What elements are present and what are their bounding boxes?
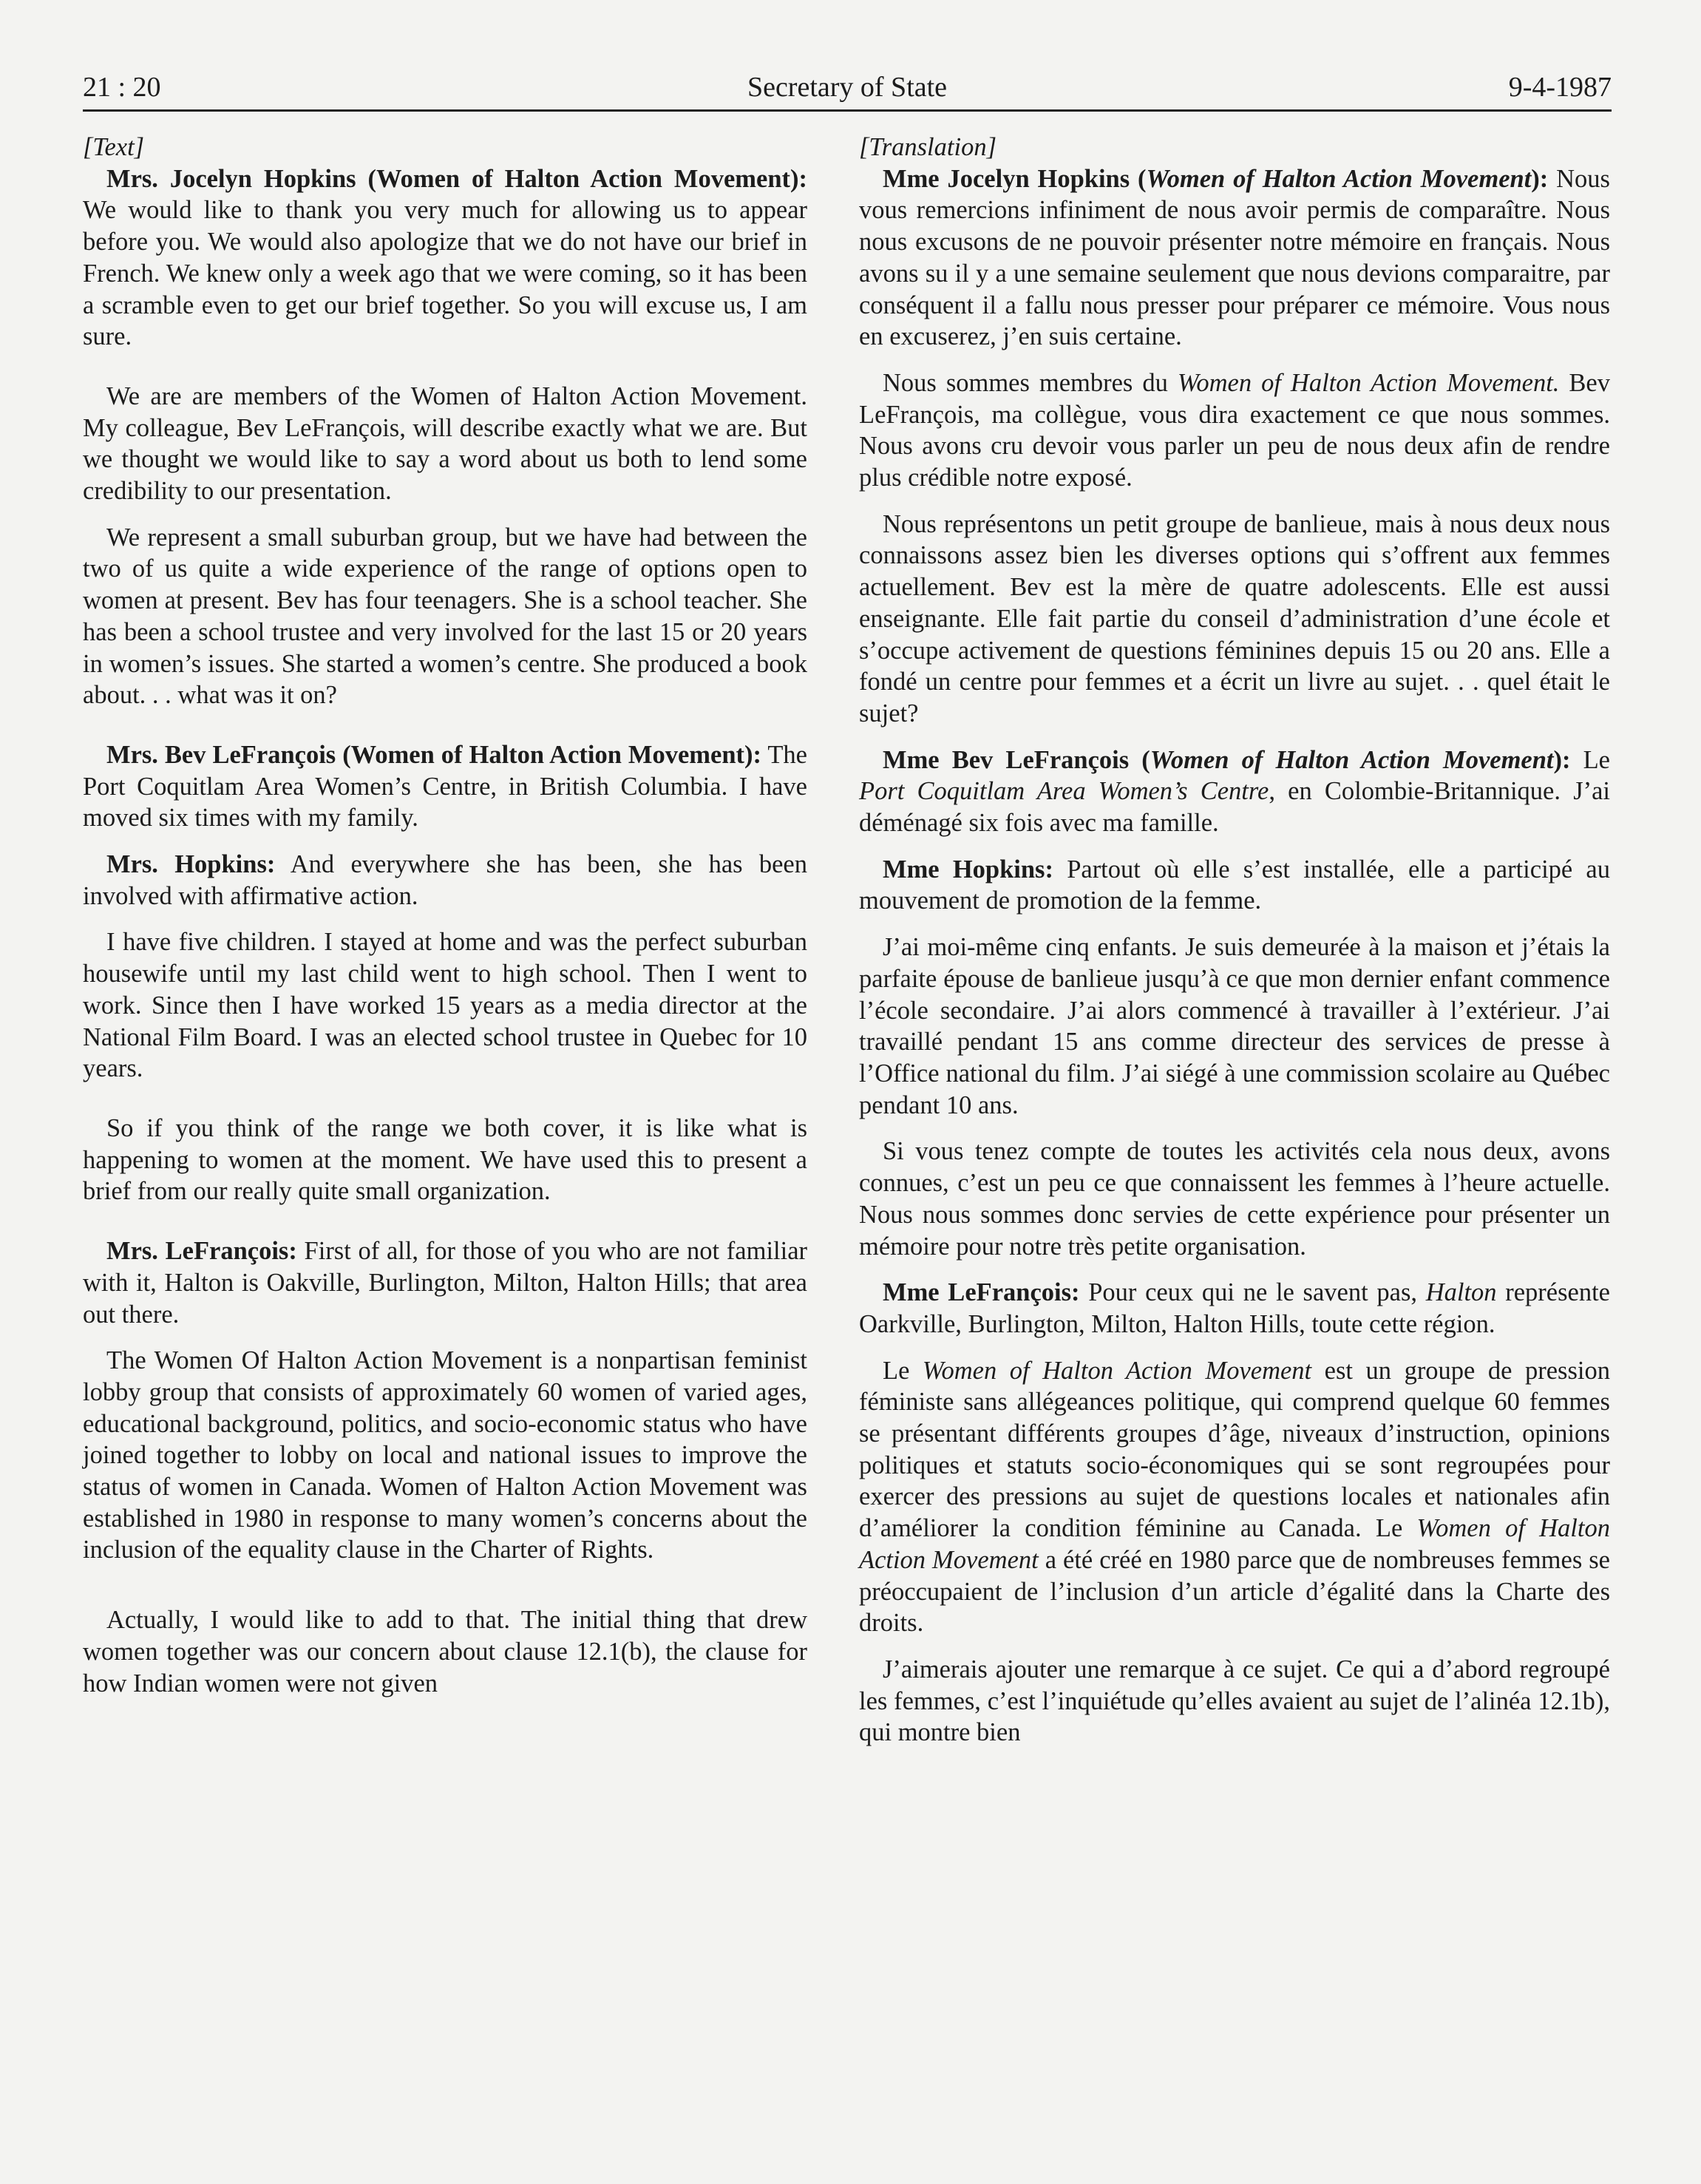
paragraph-text: J’aimerais ajouter une remarque à ce sujet. Ce qui a d’abord regroupé les femmes, c’est l’inquiétude qu’elles avaient au sujet de l’alinéa 12.1b), qui montre bien: [859, 1655, 1610, 1747]
french-column: [859, 132, 1610, 1763]
paragraph: [83, 926, 807, 1085]
paragraph: [859, 745, 1610, 839]
speaker-name: Mrs. LeFrançois:: [106, 1237, 297, 1266]
translation-tag: [Translation]: [859, 133, 997, 161]
paragraph: [83, 849, 807, 912]
paragraph: [859, 1136, 1610, 1262]
paragraph-text: a été créé en 1980 parce que de nombreuses femmes se préoccupaient de l’inclusion d’un article d’égalité dans la Charte des droits.: [859, 1545, 1610, 1638]
paragraph-text: We are are members of the Women of Halton Action Movement. My colleague, Bev LeFrançois, will describe exactly what we are. But we thought we would like to say a word about us both to lend some credibility to our presentation.: [83, 381, 807, 506]
paragraph-text: Partout où elle s’est installée, elle a participé au mouvement de promotion de la femme.: [859, 855, 1610, 915]
paragraph: [859, 509, 1610, 730]
speaker-name: [883, 165, 1548, 193]
header-date: 9-4-1987: [1508, 72, 1612, 103]
speaker-org: Women of Halton Action Movement: [1146, 164, 1532, 193]
paragraph-text: Bev LeFrançois, ma collègue, vous dira exactement ce que nous sommes. Nous avons cru devoir vous parler un peu de nous deux afin de rendre plus crédible notre exposé.: [859, 368, 1610, 492]
header-title: Secretary of State: [747, 72, 948, 103]
paragraph-text: Le: [883, 1356, 923, 1385]
speaker-name-end: ):: [1531, 164, 1549, 193]
italic-text: Halton: [1425, 1278, 1497, 1307]
italic-text: Women of Halton Action Movement: [859, 1514, 1610, 1574]
speaker-name: Mrs. Jocelyn Hopkins (Women of Halton Action Movement):: [106, 164, 807, 193]
paragraph: [859, 932, 1610, 1121]
paragraph: [83, 522, 807, 711]
paragraph-text: Nous représentons un petit groupe de banlieue, mais à nous deux nous connaissons assez bien les diverses options qui s’offrent aux femmes actuellement. Bev est la mère de quatre adolescents. Elle est aussi enseignante. Elle fait partie du conseil d’administration d’une école et s’occupe activement de questions féminines depuis 15 ou 20 ans. Elle a fondé un centre pour femmes et a écrit un livre au sujet. . . quel était le sujet?: [859, 509, 1610, 728]
speaker-name: Mme Hopkins:: [883, 855, 1053, 884]
paragraph: [83, 381, 807, 507]
paragraph: [859, 163, 1610, 353]
header-rule: [83, 109, 1612, 112]
speaker-name-end: ):: [1553, 745, 1571, 774]
speaker-name-part: Mme Jocelyn Hopkins (: [883, 164, 1147, 193]
paragraph: [859, 1277, 1610, 1340]
paragraph-text: So if you think of the range we both cover, it is like what is happening to women at the moment. We have used this to present a brief from our really quite small organization.: [83, 1113, 807, 1206]
paragraph: [83, 739, 807, 834]
text-tag: [Text]: [83, 133, 145, 161]
paragraph-text: First of all, for those of you who are not familiar with it, Halton is Oakville, Burlington, Milton, Halton Hills; that area out there.: [83, 1237, 808, 1329]
paragraph-text: Si vous tenez compte de toutes les activités cela nous deux, avons connues, c’est un peu ce que connaissent les femmes à l’heure actuelle. Nous nous sommes donc servies de cette expérience pour présenter un mémoire pour notre très petite organisation.: [859, 1137, 1610, 1261]
paragraph-text: Le: [1570, 745, 1610, 774]
speaker-name: Mme LeFrançois:: [883, 1278, 1080, 1307]
paragraph: [83, 1113, 807, 1207]
paragraph: [83, 1235, 807, 1330]
speaker-name: Mrs. Hopkins:: [106, 850, 276, 879]
paragraph: [859, 1355, 1610, 1639]
english-column: [83, 132, 807, 1714]
paragraph-text: Actually, I would like to add to that. The initial thing that drew women together was our concern about clause 12.1(b), the clause for how Indian women were not given: [83, 1606, 807, 1698]
paragraph-text: Nous vous remercions infiniment de nous avoir permis de comparaître. Nous nous excusons de ne pouvoir présenter notre mémoire en français. Nous avons su il y a une semaine seulement que nous devions comparaitre, par conséquent il a fallu nous presser pour préparer ce mémoire. Vous nous en excuserez, j’en suis certaine.: [859, 164, 1610, 351]
italic-text: Women of Halton Action Movement.: [1177, 368, 1560, 397]
paragraph-text: Nous sommes membres du: [883, 368, 1178, 397]
paragraph-text: The Women Of Halton Action Movement is a nonpartisan feminist lobby group that consists of approximately 60 women of varied ages, educational background, politics, and socio-economic status who have joined together to lobby on local and national issues to improve the status of women in Canada. Women of Halton Action Movement was established in 1980 in response to many women’s concerns about the inclusion of the equality clause in the Charter of Rights.: [83, 1346, 807, 1564]
page-number: 21 : 20: [83, 72, 161, 103]
paragraph: [83, 1345, 807, 1566]
paragraph: [859, 854, 1610, 917]
paragraph-text: We would like to thank you very much for allowing us to appear before you. We would also apologize that we do not have our brief in French. We knew only a week ago that we were coming, so it has been a scramble even to get our brief together. So you will excuse us, I am sure.: [83, 196, 807, 351]
speaker-org: Women of Halton Action Movement: [1150, 745, 1554, 774]
paragraph-text: I have five children. I stayed at home and was the perfect suburban housewife until my last child went to high school. Then I went to work. Since then I have worked 15 years as a media director at the National Film Board. I was an elected school trustee in Quebec for 10 years.: [83, 928, 807, 1083]
italic-text: Port Coquitlam Area Women’s Centre: [859, 777, 1269, 806]
paragraph: [859, 367, 1610, 494]
paragraph-text: We represent a small suburban group, but we have had between the two of us quite a wide experience of the range of options open to women at present. Bev has four teenagers. She is a school teacher. She has been a school trustee and very involved for the last 15 or 20 years in women’s issues. She started a women’s centre. She produced a book about. . . what was it on?: [83, 523, 807, 710]
speaker-name: Mrs. Bev LeFrançois (Women of Halton Action Movement):: [106, 740, 761, 769]
paragraph-text: , en Colombie-Britannique. J’ai déménagé six fois avec ma famille.: [859, 777, 1611, 838]
paragraph-text: Pour ceux qui ne le savent pas,: [1079, 1278, 1426, 1307]
paragraph-text: représente Oarkville, Burlington, Milton, Halton Hills, toute cette région.: [859, 1278, 1610, 1338]
paragraph-text: est un groupe de pression féministe sans allégeances politique, qui comprend quelque 60 femmes se présentant différents groupes d’âge, niveaux d’instruction, opinions politiques et statuts socio-économiques qui se sont regroupées pour exercer des pressions au sujet de questions locales et nationales afin d’améliorer la condition féminine au Canada. Le: [859, 1356, 1610, 1543]
page-header: [83, 71, 1612, 109]
paragraph-text: The Port Coquitlam Area Women’s Centre, in British Columbia. I have moved six times with my family.: [83, 740, 807, 832]
speaker-name-part: Mme Bev LeFrançois (: [883, 745, 1150, 774]
speaker-name: [883, 746, 1570, 774]
paragraph: [859, 1654, 1610, 1749]
italic-text: Women of Halton Action Movement: [922, 1356, 1312, 1385]
paragraph: [83, 1604, 807, 1699]
paragraph: [83, 163, 807, 353]
paragraph-text: And everywhere she has been, she has been involved with affirmative action.: [83, 850, 807, 910]
paragraph-text: J’ai moi-même cinq enfants. Je suis demeurée à la maison et j’étais la parfaite épouse de banlieue jusqu’à ce que mon dernier enfant commence l’école secondaire. J’ai alors commencé à travailler à l’extérieur. J’ai travaillé pendant 15 ans comme directeur des services de presse à l’Office national du film. J’ai siégé à une commission scolaire au Québec pendant 10 ans.: [859, 933, 1610, 1119]
